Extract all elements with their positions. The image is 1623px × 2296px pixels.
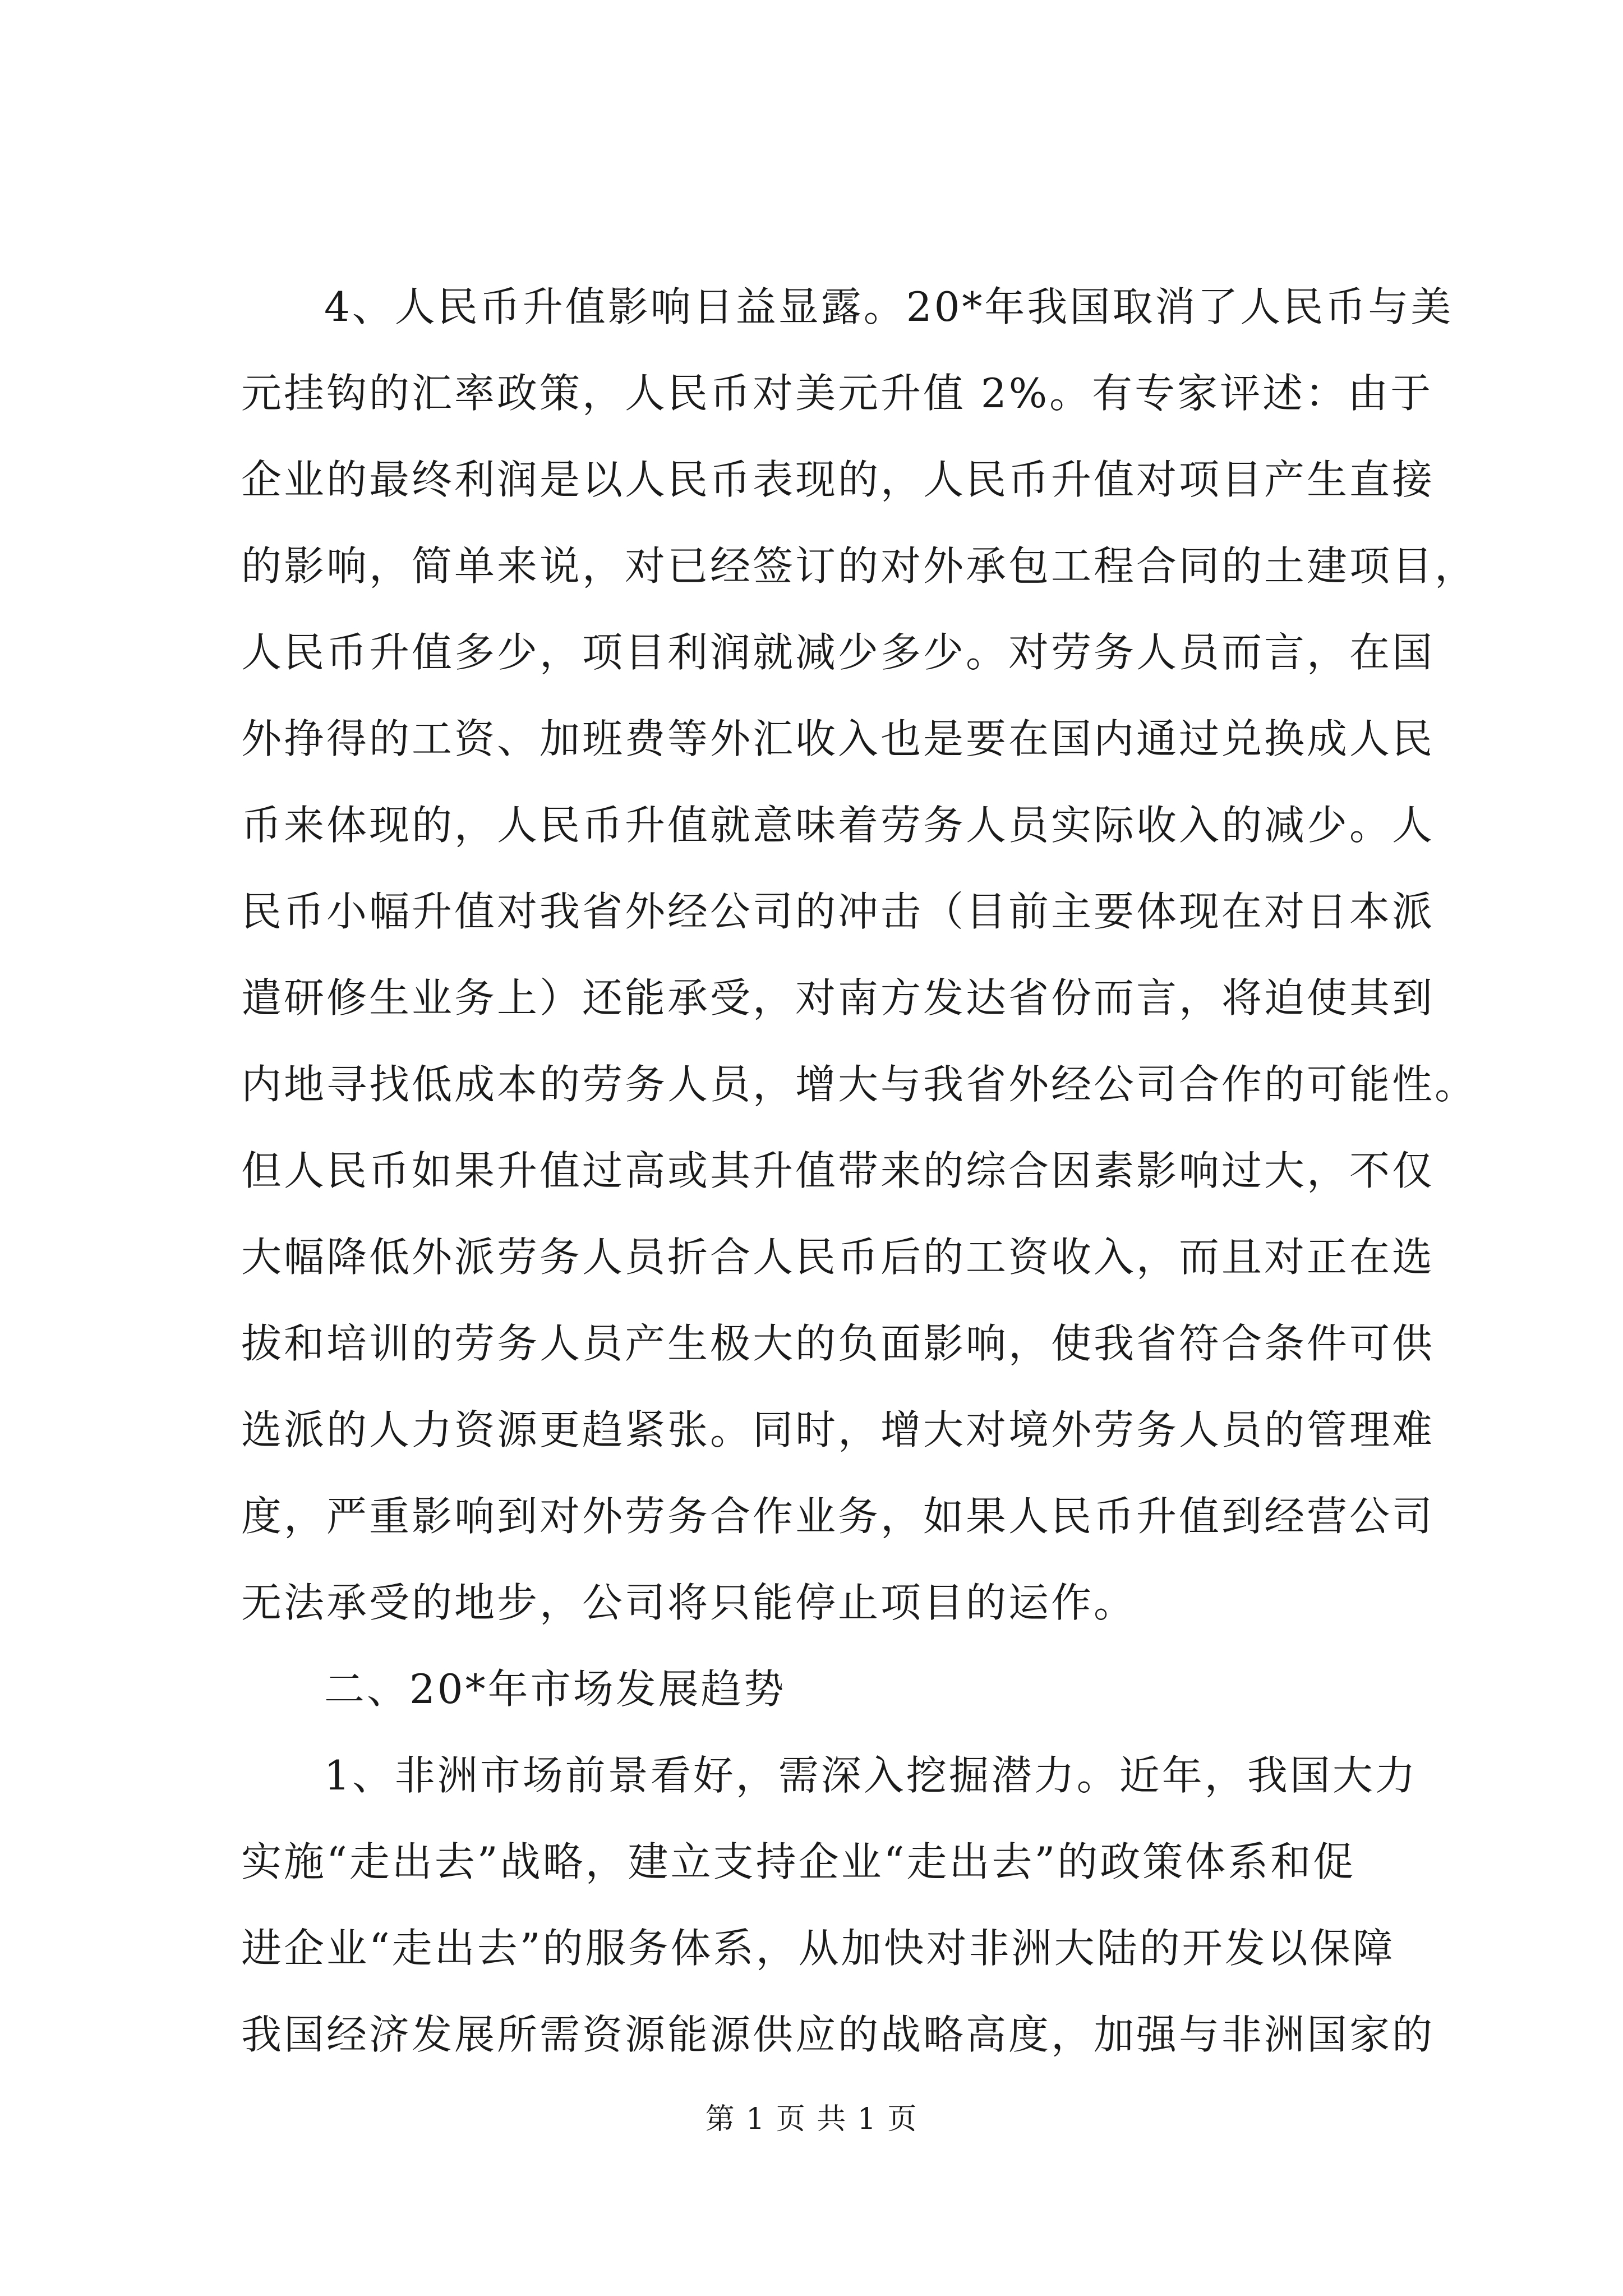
text-line: 实施“走出去”战略，建立支持企业“走出去”的政策体系和促: [241, 1838, 1356, 1885]
page-number-label: 第 1 页 共 1 页: [705, 2102, 918, 2136]
text-line: 进企业“走出去”的服务体系，从加快对非洲大陆的开发以保障: [241, 1925, 1395, 1972]
text-line: 度，严重影响到对外劳务合作业务，如果人民币升值到经营公司: [241, 1493, 1435, 1540]
text-line: 拔和培训的劳务人员产生极大的负面影响，使我省符合条件可供: [241, 1320, 1435, 1367]
body-text: [241, 264, 1478, 2078]
text-line: 遣研修生业务上）还能承受，对南方发达省份而言，将迫使其到: [241, 974, 1435, 1022]
text-line: 大幅降低外派劳务人员折合人民币后的工资收入，而且对正在选: [241, 1234, 1435, 1281]
text-line: 币来体现的，人民币升值就意味着劳务人员实际收入的减少。人: [241, 802, 1435, 849]
page-footer: [0, 2097, 1623, 2142]
text-line: 元挂钩的汇率政策，人民币对美元升值 2%。有专家评述：由于: [241, 370, 1433, 417]
text-line: 4、人民币升值影响日益显露。20*年我国取消了人民币与美: [324, 283, 1454, 330]
section-heading: 二、20*年市场发展趋势: [324, 1665, 786, 1713]
text-line: 外挣得的工资、加班费等外汇收入也是要在国内通过兑换成人民: [241, 715, 1435, 762]
text-line: 我国经济发展所需资源能源供应的战略高度，加强与非洲国家的: [241, 2011, 1435, 2058]
text-line: 企业的最终利润是以人民币表现的，人民币升值对项目产生直接: [241, 456, 1435, 503]
text-line: 但人民币如果升值过高或其升值带来的综合因素影响过大，不仅: [241, 1147, 1435, 1194]
text-line: 的影响，简单来说，对已经签订的对外承包工程合同的土建项目，: [241, 542, 1478, 590]
text-line: 人民币升值多少，项目利润就减少多少。对劳务人员而言，在国: [241, 629, 1435, 676]
text-line: 1、非洲市场前景看好，需深入挖掘潜力。近年，我国大力: [324, 1752, 1418, 1799]
text-line: 无法承受的地步，公司将只能停止项目的运作。: [241, 1579, 1137, 1626]
text-line: 内地寻找低成本的劳务人员，增大与我省外经公司合作的可能性。: [241, 1061, 1478, 1108]
text-line: 选派的人力资源更趋紧张。同时，增大对境外劳务人员的管理难: [241, 1406, 1435, 1453]
text-line: 民币小幅升值对我省外经公司的冲击（目前主要体现在对日本派: [241, 888, 1435, 935]
